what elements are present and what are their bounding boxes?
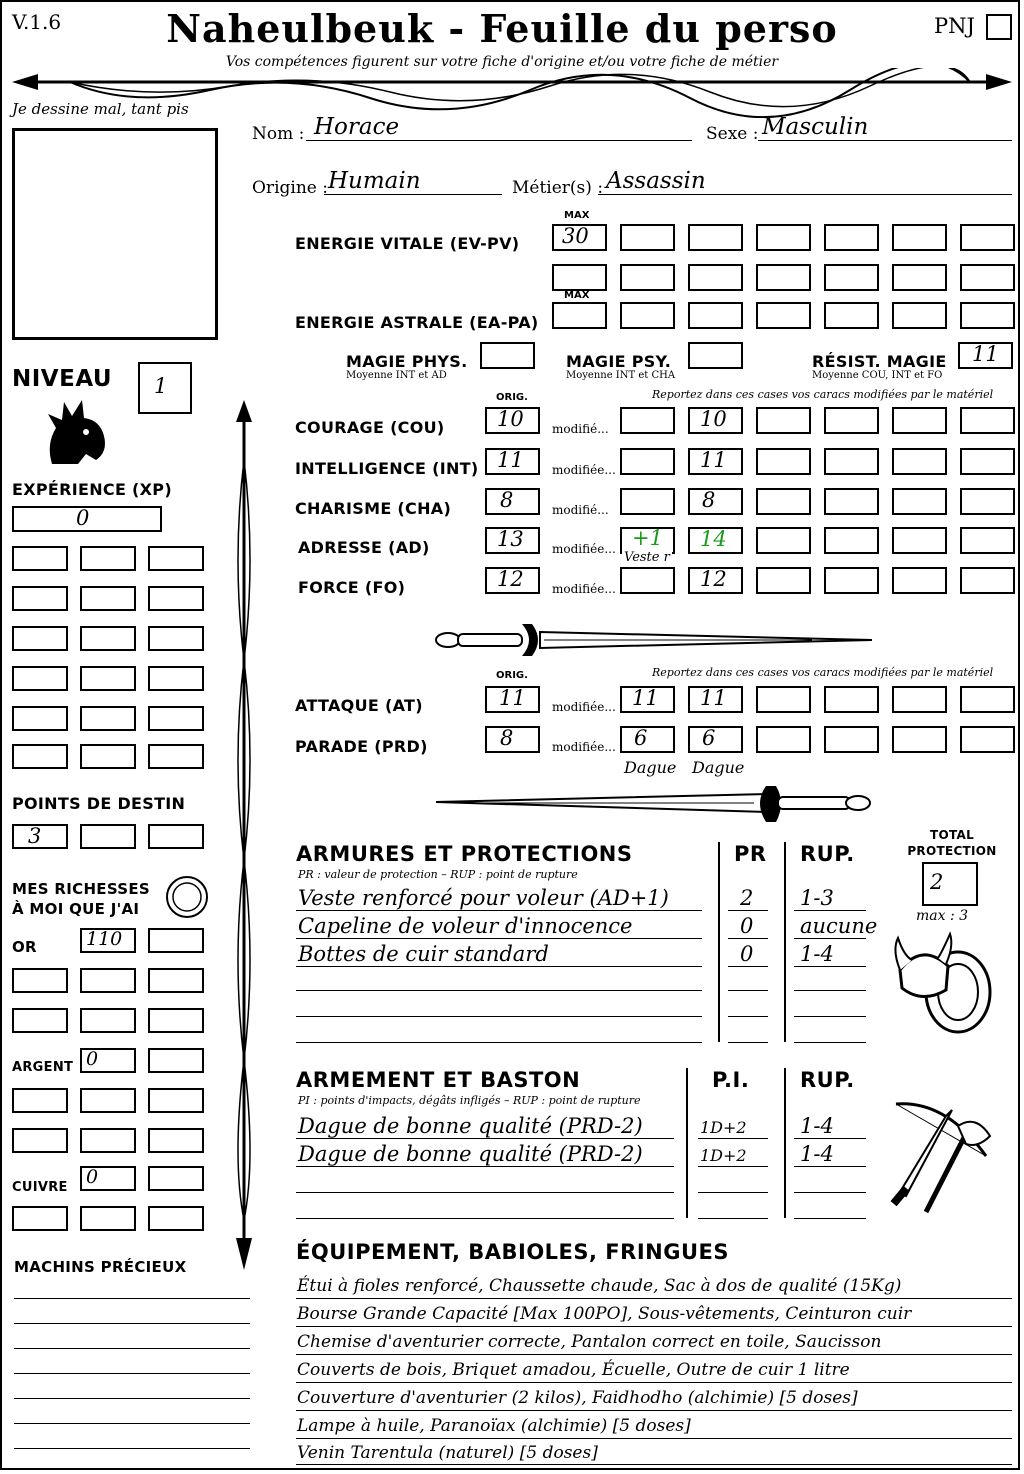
resist-magie-note: Moyenne COU, INT et FO (812, 370, 943, 381)
cuivre-box[interactable] (12, 1206, 68, 1231)
force-modifiee-label: modifiée... (552, 582, 616, 596)
sexe-value: Masculin (762, 114, 869, 140)
attaque-orig-value: 11 (499, 686, 526, 710)
attaque-box[interactable] (960, 686, 1015, 713)
xp-extra-box[interactable] (12, 586, 68, 611)
cuivre-label: CUIVRE (12, 1180, 68, 1195)
total-protection-label-1: TOTAL (929, 828, 975, 842)
or-box[interactable] (148, 928, 204, 953)
helmet-shield-icon (892, 930, 996, 1040)
courage-final-value: 10 (700, 407, 727, 431)
page-title: Naheulbeuk - Feuille du perso (166, 6, 838, 51)
armor-name: Capeline de voleur d'innocence (298, 914, 633, 938)
argent-box[interactable] (148, 1088, 204, 1113)
weapon-pi: 1D+2 (700, 1118, 747, 1137)
parade-final-value: 6 (702, 726, 716, 750)
courage-label: COURAGE (COU) (295, 418, 445, 437)
armor-row[interactable] (296, 992, 702, 1017)
argent-box[interactable] (148, 1048, 204, 1073)
destin-label: POINTS DE DESTIN (12, 794, 186, 813)
courage-orig-value: 10 (497, 407, 524, 431)
armor-rup: 1-3 (800, 886, 834, 910)
equipment-text: Lampe à huile, Paranoïax (alchimie) [5 doses] (297, 1416, 691, 1436)
attaque-modifiee-label: modifiée... (552, 700, 616, 714)
or-box[interactable] (80, 1008, 136, 1033)
destin-value: 3 (28, 824, 42, 848)
ev-box[interactable] (620, 224, 675, 251)
ev-box[interactable] (688, 224, 743, 251)
machins-line[interactable] (14, 1307, 250, 1324)
adresse-box[interactable] (756, 527, 811, 554)
sexe-label: Sexe : (706, 124, 759, 144)
attaque-final-value: 11 (700, 686, 727, 710)
adresse-box[interactable] (960, 527, 1015, 554)
total-protection-label-2: PROTECTION (907, 844, 997, 858)
weapon-row[interactable] (296, 1194, 674, 1219)
ev-box[interactable] (756, 264, 811, 291)
charisme-final-box[interactable] (688, 488, 743, 515)
armor-rup: 1-4 (800, 942, 834, 966)
attaque-mod-value: 11 (632, 686, 659, 710)
equipment-text: Chemise d'aventurier correcte, Pantalon correct en toile, Saucisson (297, 1332, 882, 1352)
intelligence-modifiee-label: modifiée... (552, 463, 616, 477)
force-box[interactable] (756, 567, 811, 594)
adresse-final-value: 14 (700, 527, 727, 551)
parade-label: PARADE (PRD) (295, 737, 428, 756)
ea-max-box[interactable] (552, 302, 607, 329)
argent-value: 0 (86, 1048, 99, 1070)
nom-value: Horace (314, 114, 400, 140)
carac-report-note: Reportez dans ces cases vos caracs modifiées par le matériel (652, 388, 994, 401)
parade-box[interactable] (892, 726, 947, 753)
version-label: V.1.6 (12, 10, 62, 34)
weapons-note: PI : points d'impacts, dégâts infligés – RUP : point de rupture (298, 1094, 641, 1107)
xp-value: 0 (76, 506, 90, 530)
portrait-frame[interactable] (12, 128, 218, 340)
courage-box[interactable] (756, 407, 811, 434)
argent-label: ARGENT (12, 1060, 74, 1075)
armor-rup-cell[interactable] (794, 992, 866, 1017)
xp-extra-box[interactable] (148, 744, 204, 769)
machins-line[interactable] (14, 1332, 250, 1349)
ev-box[interactable] (756, 224, 811, 251)
ev-label: ENERGIE VITALE (EV-PV) (295, 234, 520, 253)
resist-magie-label: RÉSIST. MAGIE (812, 352, 947, 371)
equipment-title: ÉQUIPEMENT, BABIOLES, FRINGUES (296, 1240, 729, 1264)
parade-box[interactable] (960, 726, 1015, 753)
spear-icon (230, 400, 258, 1270)
richesses-label-1: MES RICHESSES (12, 880, 151, 898)
armor-row[interactable] (296, 966, 702, 991)
portrait-caption: Je dessine mal, tant pis (12, 100, 189, 118)
parade-modifiee-label: modifiée... (552, 740, 616, 754)
weapon-rup: 1-4 (800, 1142, 834, 1166)
armor-pr-cell[interactable] (728, 1018, 768, 1043)
weapon-pi-cell[interactable] (698, 1194, 768, 1219)
armor-divider (784, 842, 786, 1042)
force-label: FORCE (FO) (298, 578, 406, 597)
weapon-rup: 1-4 (800, 1114, 834, 1138)
ev-box[interactable] (552, 264, 607, 291)
charisme-box[interactable] (824, 488, 879, 515)
weapon-rup-cell[interactable] (794, 1168, 866, 1193)
pnj-checkbox[interactable] (986, 14, 1012, 40)
weapon-rup-cell[interactable] (794, 1194, 866, 1219)
equipment-text: Venin Tarentula (naturel) [5 doses] (297, 1443, 598, 1463)
argent-box[interactable] (80, 1088, 136, 1113)
armor-name: Veste renforcé pour voleur (AD+1) (298, 886, 669, 910)
or-box[interactable] (80, 968, 136, 993)
machins-line[interactable] (14, 1357, 250, 1374)
armor-pr: 0 (740, 942, 754, 966)
combat-orig-label: ORIG. (496, 670, 528, 681)
coin-icon (164, 874, 210, 920)
or-label: OR (12, 938, 37, 956)
nom-label: Nom : (252, 124, 305, 144)
ev-box[interactable] (688, 264, 743, 291)
or-box[interactable] (12, 968, 68, 993)
charisme-orig-value: 8 (500, 488, 514, 512)
niveau-label: NIVEAU (12, 366, 113, 392)
combat-report-note: Reportez dans ces cases vos caracs modifiées par le matériel (652, 666, 994, 679)
charisme-final-value: 8 (702, 488, 716, 512)
magie-phys-label: MAGIE PHYS. (346, 352, 468, 371)
parade-mod-note: Dague (624, 758, 677, 777)
weapons-pi-header: P.I. (712, 1068, 750, 1092)
weapons-title: ARMEMENT ET BASTON (296, 1068, 581, 1092)
force-box[interactable] (824, 567, 879, 594)
cuivre-box[interactable] (80, 1206, 136, 1231)
page-subtitle: Vos compétences figurent sur votre fiche d'origine et/ou votre fiche de métier (225, 54, 779, 70)
xp-extra-box[interactable] (12, 626, 68, 651)
xp-extra-box[interactable] (12, 546, 68, 571)
sword-icon (434, 782, 874, 830)
attaque-box[interactable] (756, 686, 811, 713)
courage-box[interactable] (960, 407, 1015, 434)
charisme-mod-box[interactable] (620, 488, 675, 515)
ea-box[interactable] (824, 302, 879, 329)
ea-label: ENERGIE ASTRALE (EA-PA) (295, 313, 539, 332)
charisme-label: CHARISME (CHA) (295, 499, 452, 518)
weapon-name: Dague de bonne qualité (PRD-2) (298, 1142, 643, 1166)
armor-pr-cell[interactable] (728, 966, 768, 991)
carac-orig-label: ORIG. (496, 392, 528, 403)
ev-box[interactable] (892, 224, 947, 251)
armor-rup: aucune (800, 914, 878, 938)
force-orig-value: 12 (497, 567, 524, 591)
weapons-rup-header: RUP. (800, 1068, 855, 1092)
argent-box[interactable] (80, 1128, 136, 1153)
origine-label: Origine : (252, 178, 328, 198)
xp-extra-box[interactable] (12, 706, 68, 731)
magie-psy-box[interactable] (688, 342, 743, 369)
cuivre-box[interactable] (148, 1206, 204, 1231)
force-final-value: 12 (700, 567, 727, 591)
ev-box[interactable] (960, 224, 1015, 251)
attaque-box[interactable] (892, 686, 947, 713)
intelligence-final-value: 11 (700, 448, 727, 472)
adresse-label: ADRESSE (AD) (298, 538, 430, 557)
charisme-modifie-label: modifié... (552, 503, 609, 517)
machins-line[interactable] (14, 1282, 250, 1299)
courage-box[interactable] (892, 407, 947, 434)
pnj-label: PNJ (934, 14, 975, 38)
metier-label: Métier(s) : (512, 178, 604, 198)
armor-pr-cell[interactable] (728, 992, 768, 1017)
force-mod-box[interactable] (620, 567, 675, 594)
ea-box[interactable] (688, 302, 743, 329)
or-box[interactable] (148, 1008, 204, 1033)
armor-note: PR : valeur de protection – RUP : point de rupture (298, 868, 578, 881)
origine-value: Humain (328, 168, 421, 194)
ea-box[interactable] (960, 302, 1015, 329)
destin-box[interactable] (80, 824, 136, 849)
resist-magie-value: 11 (972, 342, 999, 366)
intelligence-box[interactable] (756, 448, 811, 475)
armor-rup-cell[interactable] (794, 1018, 866, 1043)
armor-pr-header: PR (734, 842, 767, 866)
ea-box[interactable] (620, 302, 675, 329)
argent-box[interactable] (148, 1128, 204, 1153)
weapon-pi-cell[interactable] (698, 1168, 768, 1193)
richesses-label-2: À MOI QUE J'AI (12, 900, 140, 918)
destin-box[interactable] (148, 824, 204, 849)
parade-box[interactable] (756, 726, 811, 753)
weapons-divider (784, 1068, 786, 1218)
cuivre-value: 0 (86, 1166, 99, 1188)
total-protection-max: max : 3 (916, 908, 969, 924)
adresse-box[interactable] (824, 527, 879, 554)
intelligence-box[interactable] (824, 448, 879, 475)
equipment-text: Bourse Grande Capacité [Max 100PO], Sous-vêtements, Ceinturon cuir (297, 1304, 912, 1324)
intelligence-box[interactable] (892, 448, 947, 475)
adresse-box[interactable] (892, 527, 947, 554)
armor-rup-header: RUP. (800, 842, 855, 866)
or-value: 110 (86, 928, 123, 950)
intelligence-mod-box[interactable] (620, 448, 675, 475)
armor-name: Bottes de cuir standard (298, 942, 549, 966)
intelligence-box[interactable] (960, 448, 1015, 475)
charisme-box[interactable] (892, 488, 947, 515)
parade-mod-box[interactable] (620, 726, 675, 753)
parade-orig-value: 8 (500, 726, 514, 750)
xp-extra-box[interactable] (80, 706, 136, 731)
cuivre-box[interactable] (148, 1166, 204, 1191)
parade-final-note: Dague (692, 758, 745, 777)
dragon-icon (42, 394, 108, 466)
ev-box[interactable] (960, 264, 1015, 291)
sword-icon (432, 614, 878, 664)
attaque-label: ATTAQUE (AT) (295, 696, 423, 715)
ev-box[interactable] (892, 264, 947, 291)
courage-modifie-label: modifié... (552, 422, 609, 436)
xp-extra-box[interactable] (80, 744, 136, 769)
xp-extra-box[interactable] (80, 666, 136, 691)
xp-label: EXPÉRIENCE (XP) (12, 480, 172, 499)
ev-box[interactable] (620, 264, 675, 291)
force-box[interactable] (960, 567, 1015, 594)
force-box[interactable] (892, 567, 947, 594)
armor-title: ARMURES ET PROTECTIONS (296, 842, 633, 866)
xp-extra-box[interactable] (148, 546, 204, 571)
xp-extra-box[interactable] (12, 744, 68, 769)
courage-mod-box[interactable] (620, 407, 675, 434)
charisme-box[interactable] (960, 488, 1015, 515)
or-box[interactable] (12, 1008, 68, 1033)
or-box[interactable] (148, 968, 204, 993)
magie-phys-box[interactable] (480, 342, 535, 369)
armor-divider (718, 842, 720, 1042)
intelligence-orig-value: 11 (497, 448, 524, 472)
attaque-box[interactable] (824, 686, 879, 713)
weapon-pi: 1D+2 (700, 1146, 747, 1165)
machins-line[interactable] (14, 1382, 250, 1399)
charisme-box[interactable] (756, 488, 811, 515)
equipment-text: Couverture d'aventurier (2 kilos), Faidhodho (alchimie) [5 doses] (297, 1388, 858, 1408)
xp-extra-box[interactable] (148, 626, 204, 651)
xp-extra-box[interactable] (80, 586, 136, 611)
xp-extra-box[interactable] (80, 626, 136, 651)
xp-extra-box[interactable] (12, 666, 68, 691)
parade-final-box[interactable] (688, 726, 743, 753)
armor-row[interactable] (296, 1018, 702, 1043)
ev-max-label: MAX (564, 210, 590, 221)
armor-pr: 0 (740, 914, 754, 938)
weapons-divider (686, 1068, 688, 1218)
metier-value: Assassin (606, 168, 706, 194)
machins-line[interactable] (14, 1407, 250, 1424)
equipment-text: Couverts de bois, Briquet amadou, Écuelle, Outre de cuir 1 litre (297, 1360, 850, 1380)
ea-box[interactable] (892, 302, 947, 329)
weapon-name: Dague de bonne qualité (PRD-2) (298, 1114, 643, 1138)
equipment-text: Étui à fioles renforcé, Chaussette chaude, Sac à dos de qualité (15Kg) (297, 1276, 902, 1296)
armor-rup-cell[interactable] (794, 966, 866, 991)
argent-box[interactable] (12, 1088, 68, 1113)
adresse-modifiee-label: modifiée... (552, 542, 616, 556)
niveau-value: 1 (154, 374, 168, 398)
adresse-mod-note: Veste r (624, 550, 670, 565)
ea-box[interactable] (756, 302, 811, 329)
adresse-orig-value: 13 (497, 527, 524, 551)
xp-extra-box[interactable] (148, 666, 204, 691)
ev-max-value: 30 (562, 224, 589, 248)
crossed-weapons-icon (886, 1096, 996, 1216)
ev-box[interactable] (824, 264, 879, 291)
argent-box[interactable] (12, 1128, 68, 1153)
parade-box[interactable] (824, 726, 879, 753)
magie-psy-note: Moyenne INT et CHA (566, 370, 676, 381)
machins-line[interactable] (14, 1432, 250, 1449)
parade-mod-value: 6 (634, 726, 648, 750)
xp-extra-box[interactable] (148, 586, 204, 611)
magie-phys-note: Moyenne INT et AD (346, 370, 447, 381)
ea-max-label: MAX (564, 290, 590, 301)
ev-box[interactable] (824, 224, 879, 251)
magie-psy-label: MAGIE PSY. (566, 352, 672, 371)
courage-box[interactable] (824, 407, 879, 434)
total-protection-value: 2 (930, 870, 944, 894)
intelligence-label: INTELLIGENCE (INT) (295, 459, 479, 478)
xp-extra-box[interactable] (148, 706, 204, 731)
machins-label: MACHINS PRÉCIEUX (14, 1258, 187, 1276)
weapon-row[interactable] (296, 1168, 674, 1193)
adresse-mod-value: +1 (632, 526, 663, 550)
armor-pr: 2 (740, 886, 754, 910)
xp-extra-box[interactable] (80, 546, 136, 571)
